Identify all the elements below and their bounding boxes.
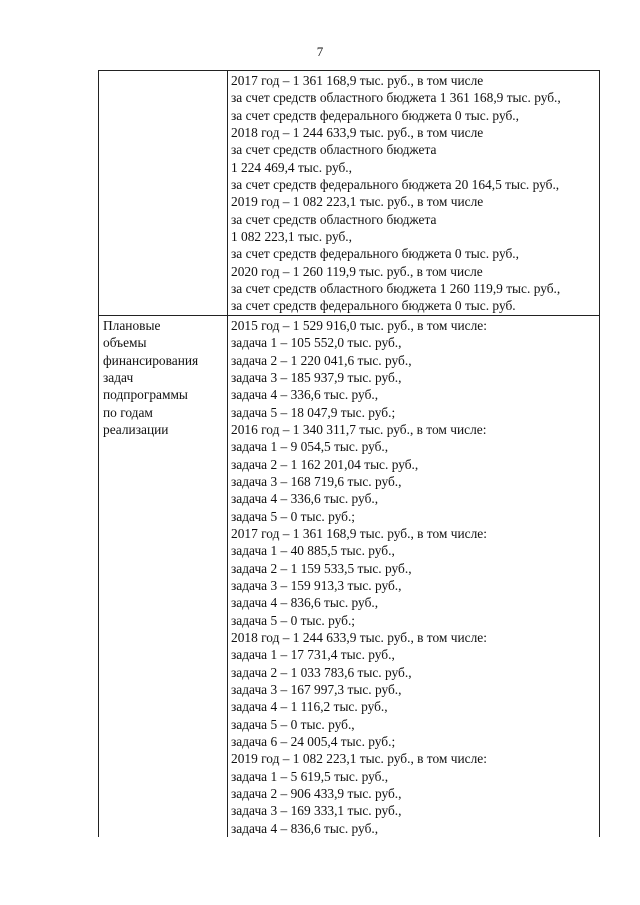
text-line: 2018 год – 1 244 633,9 тыс. руб., в том числе xyxy=(231,125,484,141)
text-line: финансирования xyxy=(103,352,199,368)
text-line: задача 5 – 0 тыс. руб.; xyxy=(231,612,356,628)
text-line: задача 2 – 1 159 533,5 тыс. руб., xyxy=(231,560,412,576)
row-label-cell xyxy=(99,315,228,837)
text-line: 1 082 223,1 тыс. руб., xyxy=(231,229,352,245)
text-line: задача 2 – 906 433,9 тыс. руб., xyxy=(231,786,402,802)
text-line: по годам xyxy=(103,404,153,420)
text-line: задача 2 – 1 220 041,6 тыс. руб., xyxy=(231,352,412,368)
text-line: задача 1 – 105 552,0 тыс. руб., xyxy=(231,335,402,351)
text-line: задача 1 – 17 731,4 тыс. руб., xyxy=(231,647,395,663)
text-line: реализации xyxy=(103,421,169,437)
text-line: за счет средств областного бюджета xyxy=(231,211,437,227)
row-content-cell xyxy=(228,315,600,837)
text-line: 2017 год – 1 361 168,9 тыс. руб., в том числе xyxy=(231,73,484,88)
table-row-budget-sources xyxy=(99,71,600,316)
text-line: задача 2 – 1 162 201,04 тыс. руб., xyxy=(231,456,419,472)
text-line: задача 4 – 836,6 тыс. руб., xyxy=(231,820,379,836)
text-line: задача 5 – 0 тыс. руб.; xyxy=(231,508,356,524)
row-content xyxy=(231,317,599,837)
text-line: задача 2 – 1 033 783,6 тыс. руб., xyxy=(231,664,412,680)
text-line: задача 3 – 169 333,1 тыс. руб., xyxy=(231,803,402,819)
text-line: задача 4 – 836,6 тыс. руб., xyxy=(231,595,379,611)
text-line: за счет средств федерального бюджета 0 тыс. руб., xyxy=(231,246,519,262)
text-line: задача 5 – 0 тыс. руб., xyxy=(231,716,355,732)
text-line: задача 3 – 185 937,9 тыс. руб., xyxy=(231,369,402,385)
text-line: за счет средств федерального бюджета 0 тыс. руб., xyxy=(231,107,519,123)
text-line: 2015 год – 1 529 916,0 тыс. руб., в том числе: xyxy=(231,317,487,333)
text-line: за счет средств областного бюджета xyxy=(231,142,437,158)
text-line: объемы xyxy=(103,335,147,351)
row-content-cell xyxy=(228,71,600,316)
text-line: задача 1 – 9 054,5 тыс. руб., xyxy=(231,439,389,455)
text-line: 2019 год – 1 082 223,1 тыс. руб., в том числе: xyxy=(231,751,487,767)
text-line: Плановые xyxy=(103,317,161,333)
text-line: задача 3 – 159 913,3 тыс. руб., xyxy=(231,577,402,593)
text-line: подпрограммы xyxy=(103,387,188,403)
financing-table xyxy=(98,70,600,837)
text-line: задача 1 – 5 619,5 тыс. руб., xyxy=(231,768,389,784)
row-content xyxy=(231,72,599,315)
text-line: задача 5 – 18 047,9 тыс. руб.; xyxy=(231,404,396,420)
text-line: задача 4 – 336,6 тыс. руб., xyxy=(231,491,379,507)
text-line: 2018 год – 1 244 633,9 тыс. руб., в том числе: xyxy=(231,630,487,645)
text-line: задача 1 – 40 885,5 тыс. руб., xyxy=(231,543,395,559)
text-line: 1 224 469,4 тыс. руб., xyxy=(231,159,352,175)
row-label xyxy=(103,317,227,438)
text-line: за счет средств областного бюджета 1 260 119,9 тыс. руб., xyxy=(231,281,561,297)
text-line: задача 6 – 24 005,4 тыс. руб.; xyxy=(231,734,396,750)
text-line: задача 3 – 167 997,3 тыс. руб., xyxy=(231,682,402,698)
text-line: 2019 год – 1 082 223,1 тыс. руб., в том числе xyxy=(231,194,484,210)
text-line: задача 3 – 168 719,6 тыс. руб., xyxy=(231,473,402,489)
text-line: 2017 год – 1 361 168,9 тыс. руб., в том числе: xyxy=(231,525,487,541)
text-line: задач xyxy=(103,369,134,385)
text-line: 2020 год – 1 260 119,9 тыс. руб., в том числе xyxy=(231,263,483,279)
page-number: 7 xyxy=(316,44,324,59)
table-row-planned-financing xyxy=(99,315,600,837)
text-line: за счет средств федерального бюджета 20 164,5 тыс. руб., xyxy=(231,177,560,193)
text-line: задача 4 – 1 116,2 тыс. руб., xyxy=(231,699,388,715)
text-line: задача 4 – 336,6 тыс. руб., xyxy=(231,387,379,403)
text-line: 2016 год – 1 340 311,7 тыс. руб., в том числе: xyxy=(231,421,487,437)
row-label-cell xyxy=(99,71,228,316)
text-line: за счет средств федерального бюджета 0 тыс. руб. xyxy=(231,298,516,314)
text-line: за счет средств областного бюджета 1 361 168,9 тыс. руб., xyxy=(231,90,561,106)
